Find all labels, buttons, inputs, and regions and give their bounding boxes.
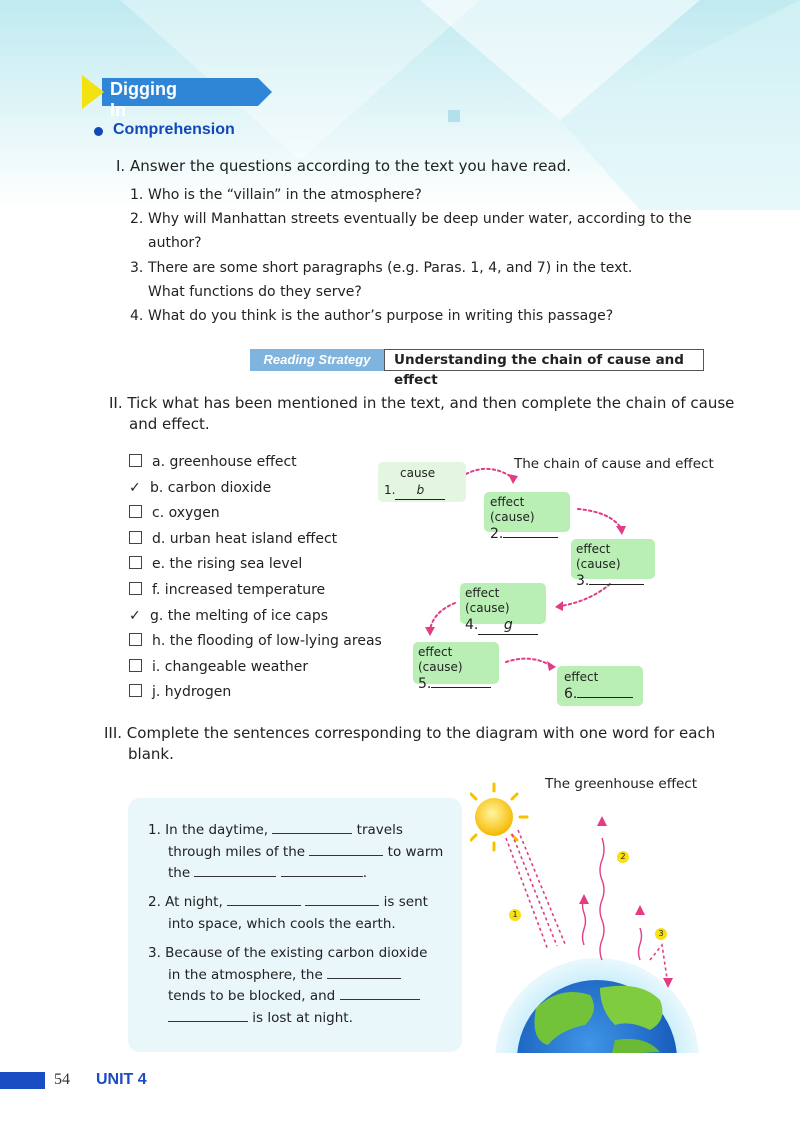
greenhouse-diagram bbox=[470, 770, 710, 1055]
question-text: Why will Manhattan streets eventually be deep under water, according to the bbox=[148, 211, 692, 227]
chain-answer[interactable]: g bbox=[478, 616, 538, 635]
arrowhead-icon bbox=[579, 894, 589, 904]
outgoing-heat-ray bbox=[583, 897, 586, 945]
incoming-ray bbox=[518, 830, 565, 944]
chain-box-answer-line: 6. bbox=[564, 685, 643, 703]
part2-heading-line: and effect. bbox=[129, 415, 210, 433]
tick-item[interactable]: d. urban heat island effect bbox=[129, 529, 337, 549]
tick-item[interactable]: f. increased temperature bbox=[129, 580, 325, 600]
question-text: Who is the “villain” in the atmosphere? bbox=[148, 187, 422, 203]
chain-answer[interactable]: b bbox=[395, 481, 445, 500]
section-banner-label: Digging In bbox=[110, 79, 177, 120]
chain-box-label: effect (cause) bbox=[490, 495, 535, 524]
part3-heading-line: blank. bbox=[128, 745, 174, 763]
unit-label: UNIT 4 bbox=[96, 1071, 147, 1088]
arrowhead-icon bbox=[635, 905, 645, 915]
chain-box-label: effect (cause) bbox=[465, 586, 510, 615]
blank-field[interactable] bbox=[194, 863, 276, 877]
chain-box-2 bbox=[484, 492, 570, 542]
arrowhead-icon bbox=[597, 816, 607, 826]
tick-item[interactable]: c. oxygen bbox=[129, 503, 220, 523]
diagram-marker-3: 3 bbox=[655, 928, 667, 940]
incoming-ray bbox=[506, 838, 548, 950]
page-number: 54 bbox=[54, 1071, 70, 1088]
diagram-marker-2: 2 bbox=[617, 851, 629, 863]
sentence-2-cont: into space, which cools the earth. bbox=[168, 916, 396, 932]
blank-field[interactable] bbox=[281, 863, 363, 877]
comprehension-title: Comprehension bbox=[113, 121, 235, 138]
tick-item[interactable]: ✓ g. the melting of ice caps bbox=[129, 608, 328, 624]
arrowhead-icon bbox=[547, 661, 556, 671]
checkmark-icon[interactable]: ✓ bbox=[129, 480, 141, 496]
diagram-marker-1: 1 bbox=[509, 909, 521, 921]
chain-box-1 bbox=[378, 462, 466, 502]
tick-item[interactable]: a. greenhouse effect bbox=[129, 452, 297, 472]
blank-field[interactable] bbox=[327, 965, 401, 979]
blank-field[interactable] bbox=[272, 820, 352, 834]
chain-box-answer-line: 4. g bbox=[465, 616, 546, 635]
chain-box-label: cause bbox=[400, 466, 436, 480]
chain-arrow-4 bbox=[430, 603, 455, 630]
chain-arrow-5 bbox=[506, 659, 550, 665]
sun-icon bbox=[470, 784, 527, 850]
chain-box-6 bbox=[557, 666, 643, 706]
sentence-3-cont: in the atmosphere, the bbox=[168, 965, 401, 987]
part2-heading-line: II. Tick what has been mentioned in the text, and then complete the chain of cause bbox=[109, 394, 735, 412]
part1-heading: I. Answer the questions according to the text you have read. bbox=[116, 157, 572, 175]
blank-field[interactable] bbox=[168, 1008, 248, 1022]
chain-box-label: effect (cause) bbox=[418, 645, 463, 674]
chain-box-answer-line: 3. bbox=[576, 572, 655, 590]
question-text: There are some short paragraphs (e.g. Paras. 1, 4, and 7) in the text. bbox=[148, 260, 633, 276]
sentence-3-cont2: tends to be blocked, and bbox=[168, 986, 420, 1008]
incoming-ray bbox=[512, 834, 557, 946]
footer-bar bbox=[0, 1072, 45, 1089]
question-text-cont: What functions do they serve? bbox=[148, 284, 362, 300]
chain-answer[interactable] bbox=[503, 537, 558, 538]
chain-box-4 bbox=[460, 583, 546, 633]
sentence-1-cont2: the . bbox=[168, 865, 368, 881]
chain-answer[interactable] bbox=[577, 697, 633, 698]
part3-heading-line: III. Complete the sentences corresponding to the diagram with one word for each bbox=[104, 724, 716, 742]
chain-box-answer-line: 5. bbox=[418, 675, 499, 693]
blank-field[interactable] bbox=[340, 986, 420, 1000]
blank-field[interactable] bbox=[309, 842, 383, 856]
arrowhead-icon bbox=[555, 601, 563, 611]
greenhouse-diagram-title: The greenhouse effect bbox=[545, 776, 698, 792]
blank-field[interactable] bbox=[305, 892, 379, 906]
question-text-cont: author? bbox=[148, 235, 202, 251]
question-number: 4. bbox=[130, 308, 144, 324]
chain-answer[interactable] bbox=[589, 584, 644, 585]
chain-box-5 bbox=[413, 642, 499, 692]
outgoing-heat-ray bbox=[600, 838, 604, 960]
sentence-1: 1. In the daytime, travels bbox=[148, 822, 403, 838]
blank-field[interactable] bbox=[227, 892, 301, 906]
chain-arrow-2 bbox=[578, 509, 621, 528]
part3-heading bbox=[104, 723, 715, 765]
question-text: What do you think is the author’s purpose in writing this passage? bbox=[148, 308, 614, 324]
tick-item[interactable]: j. hydrogen bbox=[129, 682, 231, 702]
tick-item[interactable]: ✓ b. carbon dioxide bbox=[129, 480, 272, 496]
reading-strategy-label: Reading Strategy bbox=[250, 349, 384, 371]
chain-box-3 bbox=[571, 539, 655, 589]
chain-box-label: effect bbox=[564, 670, 599, 684]
sentence-1-cont: through miles of the to warm bbox=[168, 844, 444, 860]
tick-item[interactable]: e. the rising sea level bbox=[129, 554, 302, 574]
question-number: 3. bbox=[130, 260, 144, 276]
sentence-3-cont3: is lost at night. bbox=[168, 1008, 353, 1030]
chain-box-answer-line: 2. bbox=[490, 525, 570, 543]
reflected-heat-ray bbox=[639, 928, 642, 960]
chain-box-label: effect (cause) bbox=[576, 542, 621, 571]
tick-item[interactable]: h. the flooding of low-lying areas bbox=[129, 631, 382, 651]
question-number: 2. bbox=[130, 211, 144, 227]
chain-answer[interactable] bbox=[431, 687, 491, 688]
arrowhead-icon bbox=[616, 526, 626, 535]
tick-item[interactable]: i. changeable weather bbox=[129, 657, 308, 677]
checkmark-icon[interactable]: ✓ bbox=[129, 608, 141, 624]
chain-title: The chain of cause and effect bbox=[514, 456, 714, 472]
question-number: 1. bbox=[130, 187, 144, 203]
reading-strategy-title: Understanding the chain of cause and effect bbox=[384, 349, 704, 371]
sentence-2: 2. At night, is sent bbox=[148, 894, 428, 910]
sentence-3: 3. Because of the existing carbon dioxide bbox=[148, 945, 428, 961]
arrowhead-icon bbox=[425, 627, 435, 636]
arrowhead-icon bbox=[508, 474, 518, 484]
chain-arrow-1 bbox=[466, 469, 513, 478]
chain-box-answer-line: 1. b bbox=[384, 481, 466, 500]
